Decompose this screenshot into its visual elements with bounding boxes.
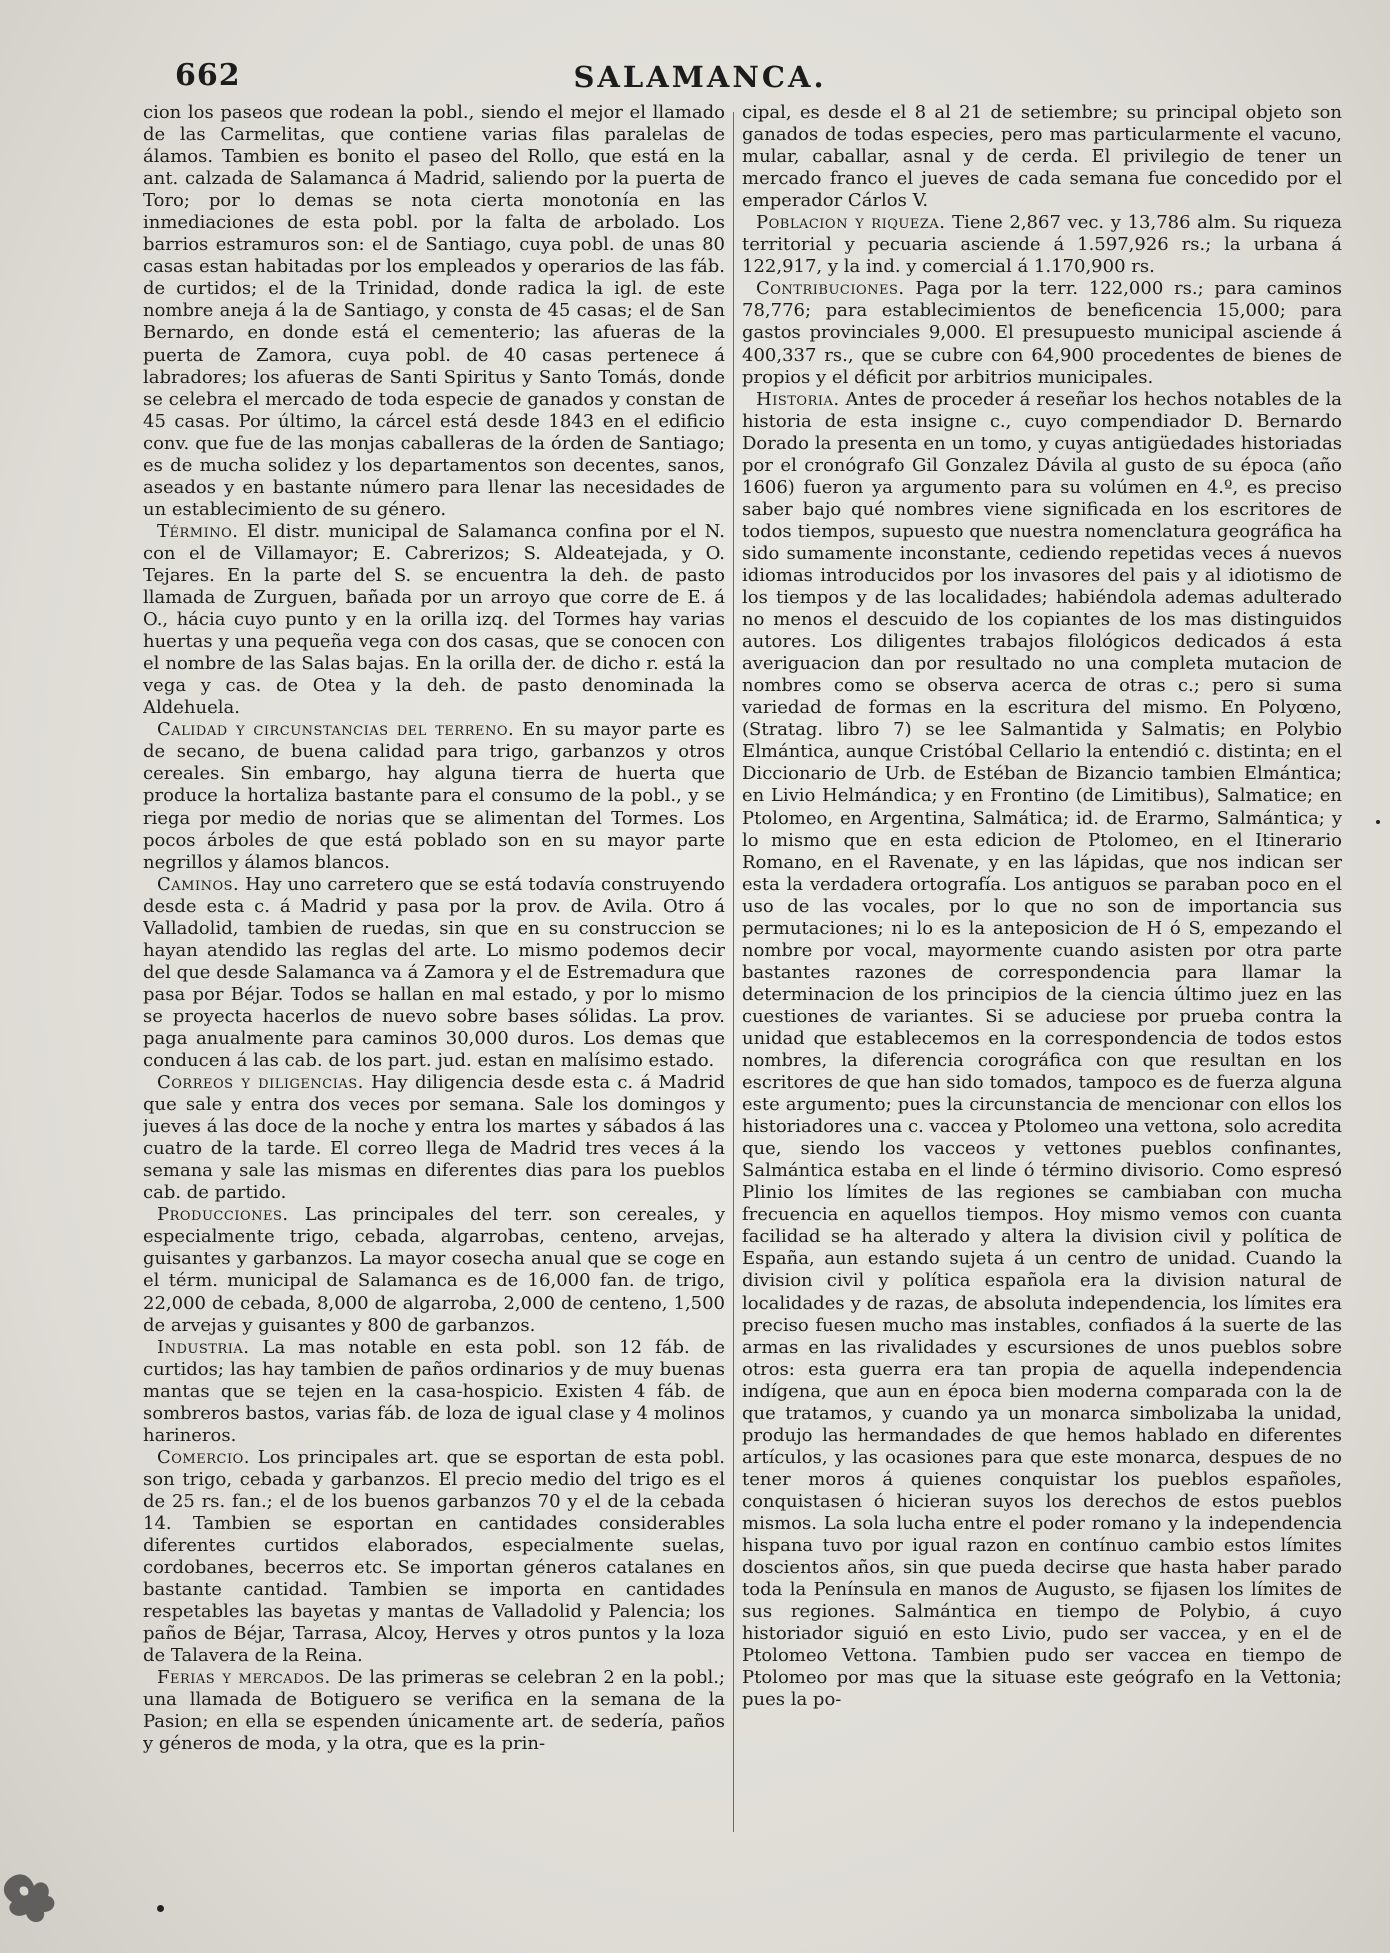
section-heading: Correos y diligencias. [157, 1072, 364, 1094]
ink-stain-decoration [0, 1840, 120, 1953]
paragraph: cipal, es desde el 8 al 21 de setiembre; su principal objeto son ganados de todas especies, pero mas particularmente el vacuno, mular, caballar, asnal y de cerda. El privilegio de tener un mercado franco el jueves de cada semana fue concedido por el emperador Cárlos V. [742, 102, 1342, 212]
paragraph: Caminos. Hay uno carretero que se está todavía construyendo desde esta c. á Madrid y pasa por la prov. de Avila. Otro á Valladolid, tambien de ruedas, sin que en su construccion se hayan atendido las reglas del arte. Lo mismo podemos decir del que desde Salamanca va á Zamora y el de Estremadura que pasa por Béjar. Todos se hallan en mal estado, y por lo mismo se proyecta hacerlos de nuevo sobre bases sólidas. La prov. paga anualmente para caminos 30,000 duros. Los demas que conducen á las cab. de los part. jud. estan en malísimo estado. [143, 873, 725, 1072]
ink-dot [1376, 820, 1380, 824]
section-heading: Caminos. [157, 873, 240, 895]
section-heading: Contribuciones. [756, 278, 905, 300]
paragraph: Poblacion y riqueza. Tiene 2,867 vec. y 13,786 alm. Su riqueza territorial y pecuaria asciende á 1.597,926 rs.; la urbana á 122,917, y la ind. y comercial á 1.170,900 rs. [742, 212, 1342, 278]
page-number: 662 [175, 58, 241, 93]
paragraph: Comercio. Los principales art. que se esportan de esta pobl. son trigo, cebada y garbanzos. El precio medio del trigo es el de 25 rs. fan.; el de los buenos garbanzos 70 y el de la cebada 14. Tambien se esportan en cantidades considerables diferentes curtidos elaborados, especialmente suelas, cordobanes, becerros etc. Se importan géneros catalanes en bastante cantidad. Tambien se importa en cantidades respetables las bayetas y mantas de Valladolid y Palencia; los paños de Béjar, Tarrasa, Alcoy, Herves y otros puntos y la loza de Talavera de la Reina. [143, 1446, 725, 1667]
paragraph: Calidad y circunstancias del terreno. En su mayor parte es de secano, de buena calidad para trigo, garbanzos y otros cereales. Sin embargo, hay alguna tierra de huerta que produce la hortaliza bastante para el consumo de la pobl., y se riega por medio de norias que se alimentan del Tormes. Los pocos árboles de que está poblado son en su mayor parte negrillos y álamos blancos. [143, 719, 725, 873]
section-heading: Historia. [756, 388, 840, 410]
ink-dot [157, 1905, 164, 1912]
paragraph: Contribuciones. Paga por la terr. 122,000 rs.; para caminos 78,776; para establecimientos de beneficencia 15,000; para gastos provinciales 9,000. El presupuesto municipal asciende á 400,337 rs., que se cubre con 64,900 procedentes de bienes de propios y el déficit por arbitrios municipales. [742, 278, 1342, 388]
section-heading: Producciones. [157, 1204, 289, 1226]
section-heading: Comercio. [157, 1446, 250, 1468]
running-head: SALAMANCA. [573, 60, 827, 94]
page-header [150, 58, 1250, 104]
paragraph: Correos y diligencias. Hay diligencia desde esta c. á Madrid que sale y entra dos veces por semana. Sale los domingos y jueves á las doce de la noche y entra los martes y sábados á las cuatro de la tarde. El correo llega de Madrid tres veces á la semana y sale las mismas en diferentes dias para los pueblos cab. de partido. [143, 1072, 725, 1204]
paragraph: Término. El distr. municipal de Salamanca confina por el N. con el de Villamayor; E. Cabrerizos; S. Aldeatejada, y O. Tejares. En la parte del S. se encuentra la deh. de pasto llamada de Zurguen, bañada por un arroyo que corre de E. á O., hácia cuyo punto y en la orilla izq. del Tormes hay varias huertas y una pequeña vega con dos casas, que se conocen con el nombre de las Salas bajas. En la orilla der. de dicho r. está la vega y cas. de Otea y la deh. de pasto denominada la Aldehuela. [143, 520, 725, 719]
paragraph: Ferias y mercados. De las primeras se celebran 2 en la pobl.; una llamada de Botiguero se verifica en la semana de la Pasion; en ella se espenden únicamente art. de sedería, paños y géneros de moda, y la otra, que es la prin- [143, 1667, 725, 1755]
paragraph: Producciones. Las principales del terr. son cereales, y especialmente trigo, cebada, algarrobas, centeno, arvejas, guisantes y garbanzos. La mayor cosecha anual que se coge en el térm. municipal de Salamanca es de 16,000 fan. de trigo, 22,000 de cebada, 8,000 de algarroba, 2,000 de centeno, 1,500 de arvejas y guisantes y 800 de garbanzos. [143, 1204, 725, 1336]
section-heading: Ferias y mercados. [157, 1667, 331, 1689]
paragraph: Industria. La mas notable en esta pobl. son 12 fáb. de curtidos; las hay tambien de paños ordinarios y de muy buenas mantas que se tejen en la casa-hospicio. Existen 4 fáb. de sombreros bastos, varias fáb. de loza de igual clase y 4 molinos harineros. [143, 1336, 725, 1446]
right-column [742, 102, 1342, 1844]
section-heading: Término. [157, 520, 239, 542]
section-heading: Poblacion y riqueza. [756, 212, 946, 234]
section-heading: Calidad y circunstancias del terreno. [157, 719, 515, 741]
section-heading: Industria. [157, 1336, 250, 1358]
paragraph: cion los paseos que rodean la pobl., siendo el mejor el llamado de las Carmelitas, que contiene varias filas paralelas de álamos. Tambien es bonito el paseo del Rollo, que está en la ant. calzada de Salamanca á Madrid, saliendo por la puerta de Toro; por lo demas se nota cierta monotonía en las inmediaciones de esta pobl. por la falta de arbolado. Los barrios estramuros son: el de Santiago, cuya pobl. de unas 80 casas estan habitadas por los empleados y operarios de las fáb. de curtidos; el de la Trinidad, donde radica la igl. de este nombre aneja á la de Santiago, y consta de 45 casas; el de San Bernardo, en donde está el cementerio; las afueras de la puerta de Zamora, cuya pobl. de 40 casas pertenece á labradores; los afueras de Santi Spiritus y Santo Tomás, donde se celebra el mercado de toda especie de ganados y constan de 45 casas. Por último, la cárcel está desde 1843 en el edificio conv. que fue de las monjas caballeras de la órden de Santiago; es de mucha solidez y los departamentos son decentes, sanos, aseados y en bastante número para llenar las necesidades de un establecimiento de su género. [143, 102, 725, 520]
left-column [143, 102, 725, 1844]
column-divider [733, 112, 734, 1832]
paragraph: Historia. Antes de proceder á reseñar los hechos notables de la historia de esta insigne c., cuyo compendiador D. Bernardo Dorado la presenta en un tomo, y cuyas antigüedades historiadas por el cronógrafo Gil Gonzalez Dávila al gusto de su época (año 1606) fueron ya argumento para su volúmen en 4.º, es preciso saber bajo qué nombres viene significada en los escritores de todos tiempos, supuesto que nuestra nomenclatura geográfica ha sido sumamente inconstante, cediendo repetidas veces á nuevos idiomas introducidos por los invasores del pais y al idiotismo de los tiempos y de las localidades; habiéndola ademas adulterado no menos el descuido de los copiantes de los mas distinguidos autores. Los diligentes trabajos filológicos dedicados á esta averiguacion dan por resultado no una completa mutacion de nombres como se observa acerca de otras c.; pero si suma variedad de formas en la escritura del mismo. En Polyœno, (Stratag. libro 7) se lee Salmantida y Salmatis; en Polybio Elmántica, aunque Cristóbal Cellario la entendió c. distinta; en el Diccionario de Urb. de Estéban de Bizancio tambien Elmántica; en Livio Helmándica; y en Frontino (de Limitibus), Salmatice; en Ptolomeo, en Argentina, Salmática; id. de Erarmo, Salmántica; y lo mismo que en esta edicion de Ptolomeo, en el Itinerario Romano, en el Ravenate, y en las lápidas, que nos indican ser esta la verdadera ortografía. Los antiguos se paraban poco en el uso de las vocales, por lo que no son de importancia sus permutaciones; ni lo es la anteposicion de H ó S, empezando el nombre por vocal, mayormente cuando asisten por otra parte bastantes razones de correspondencia para llamar la determinacion de los principios de la ciencia último juez en las cuestiones de variantes. Si se aduciese por prueba contra la unidad que establecemos en la correspondencia de todos estos nombres, la diferencia corográfica con que resultan en los escritores de que han sido tomados, tampoco es de fuerza alguna este argumento; pues la circunstancia de mencionar con ellos los historiadores una c. vaccea y Ptolomeo una vettona, solo acredita que, siendo los vacceos y vettones pueblos confinantes, Salmántica estaba en el linde ó término divisorio. Como espresó Plinio los límites de las regiones se cambiaban con mucha frecuencia en aquellos tiempos. Hoy mismo vemos con cuanta facilidad se ha alterado y altera la division civil y política de España, aun estando sujeta á un centro de unidad. Cuando la division civil y política española era la division natural de localidades y de razas, de absoluta independencia, los límites era preciso fuesen mucho mas instables, confiados á la suerte de las armas en las rivalidades y escursiones de unos pueblos sobre otros: esta guerra era tan propia de aquella independencia indígena, que aun en época bien moderna comparada con la de que tratamos, y cuando ya un monarca simbolizaba la unidad, produjo las hermandades de que hemos hablado en diferentes artículos, y las ocasiones para que este monarca, despues de no tener moros á quienes conquistar los pueblos españoles, conquistasen ó hicieran suyos los derechos de estos pueblos mismos. La sola lucha entre el poder romano y la independencia hispana tuvo por igual razon en contínuo cambio estos límites doscientos años, sin que pueda decirse que hasta haber parado toda la Península en manos de Augusto, se fijasen los límites de sus regiones. Salmántica en tiempo de Polybio, á cuyo historiador siguió en esto Livio, pudo ser vaccea, y en el de Ptolomeo Vettona. Tambien pudo ser vaccea en tiempo de Ptolomeo por mas que la situase este geógrafo en la Vettonia; pues la po- [742, 388, 1342, 1711]
